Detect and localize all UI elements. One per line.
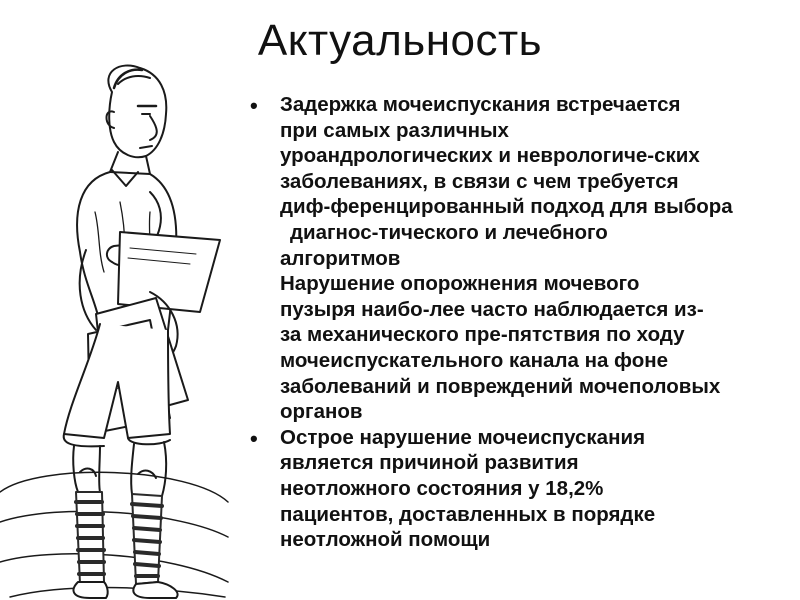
man-reading-documents-sketch-icon — [0, 62, 232, 600]
text-line: неотложного состояния у 18,2% — [280, 476, 604, 500]
text-line: диф-ференцированный подход для выбора — [280, 195, 733, 219]
text-line: пациентов, доставленных в порядке — [280, 502, 656, 526]
text-line: органов — [280, 400, 363, 424]
text-line: неотложной помощи — [280, 528, 491, 552]
text-line: заболеваниях, в связи с чем требуется — [280, 169, 679, 193]
text-line: алгоритмов — [280, 246, 401, 270]
slide-title: Актуальность — [257, 16, 543, 65]
text-line: мочеиспускательного канала на фоне — [280, 348, 669, 372]
text-line: диагнос-тического и лечебного — [290, 220, 608, 244]
bullet-item — [238, 425, 798, 553]
text-line: уроандрологических и неврологиче-ских — [280, 144, 700, 168]
bullet-dot-icon: • — [250, 93, 258, 118]
text-line: является причиной развития — [280, 451, 579, 475]
text-line: пузыря наибо-лее часто наблюдается из- — [280, 297, 704, 321]
bullet-list — [238, 92, 798, 592]
bullet-item — [238, 92, 798, 425]
text-line: за механического пре-пятствия по ходу — [280, 323, 685, 347]
text-line: заболеваний и повреждений мочеполовых — [280, 374, 721, 398]
bullet-dot-icon: • — [250, 425, 258, 451]
text-line: Нарушение опорожнения мочевого — [280, 272, 640, 296]
text-line: Задержка мочеиспускания встречается — [280, 93, 681, 116]
text-line: Острое нарушение мочеиспускания — [280, 425, 646, 449]
text-line: при самых различных — [280, 118, 509, 142]
